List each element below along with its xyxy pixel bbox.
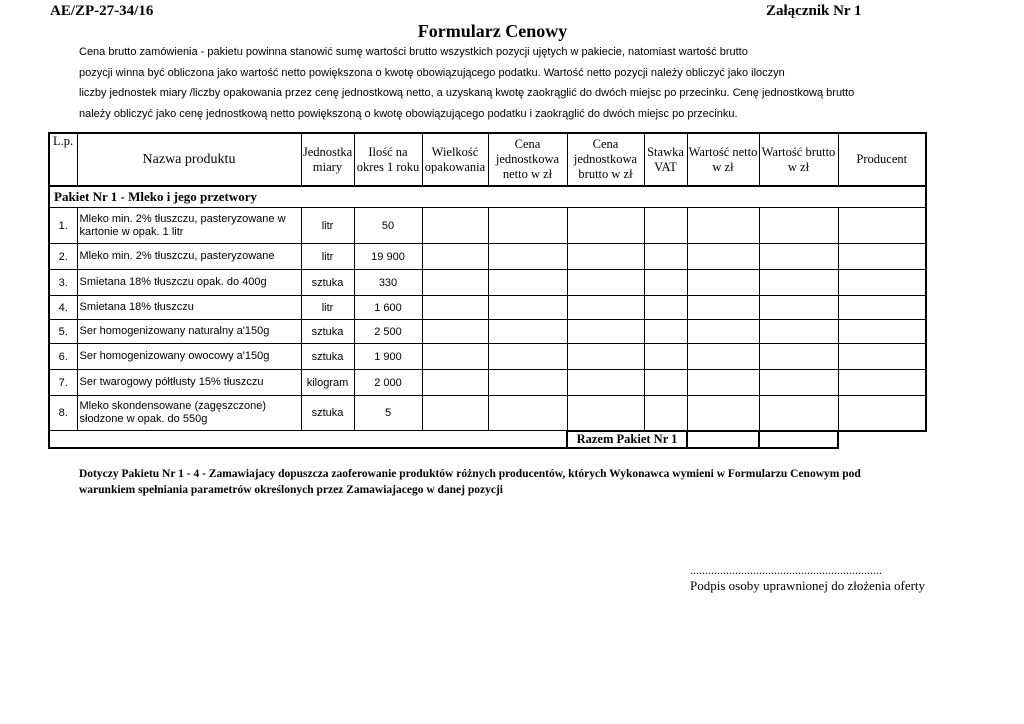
row-producer[interactable] bbox=[838, 270, 926, 296]
row-package-size[interactable] bbox=[422, 208, 488, 244]
signature-line: ................................................................ bbox=[690, 563, 882, 577]
row-unit: litr bbox=[301, 296, 354, 320]
row-quantity: 1 600 bbox=[354, 296, 422, 320]
signature-label: Podpis osoby uprawnionej do złożenia oferty bbox=[690, 578, 926, 593]
table-row bbox=[49, 208, 926, 244]
row-net-unit-price[interactable] bbox=[488, 396, 567, 431]
row-product-name: Mleko min. 2% tłuszczu, pasteryzowane w kartonie w opak. 1 litr bbox=[77, 208, 301, 244]
row-package-size[interactable] bbox=[422, 396, 488, 431]
row-vat-rate[interactable] bbox=[644, 296, 687, 320]
intro-line-4: należy obliczyć jako cenę jednostkową netto powiększoną o kwotę obowiązującego podatku i zaokrąglić do dwóch miejsc po przecinku. bbox=[79, 108, 738, 120]
header-package-size: Wielkość opakowania bbox=[422, 133, 488, 186]
row-package-size[interactable] bbox=[422, 296, 488, 320]
row-unit: sztuka bbox=[301, 344, 354, 370]
package-note: Dotyczy Pakietu Nr 1 - 4 - Zamawiajacy dopuszcza zaoferowanie produktów różnych producentów, których Wykonawca wymieni w Formularzu Cenowym pod warunkiem spełniania parametrów określonych przez Zamawiajacego w danej pozycji bbox=[79, 468, 861, 496]
row-package-size[interactable] bbox=[422, 320, 488, 344]
row-lp: 6. bbox=[49, 344, 77, 370]
row-net-unit-price[interactable] bbox=[488, 370, 567, 396]
row-lp: 5. bbox=[49, 320, 77, 344]
row-vat-rate[interactable] bbox=[644, 270, 687, 296]
annex-label: Załącznik Nr 1 bbox=[766, 3, 862, 19]
row-gross-unit-price[interactable] bbox=[567, 208, 644, 244]
header-gross-value: Wartość brutto w zł bbox=[759, 133, 838, 186]
row-lp: 8. bbox=[49, 396, 77, 431]
row-producer[interactable] bbox=[838, 208, 926, 244]
row-gross-value[interactable] bbox=[759, 320, 838, 344]
row-gross-unit-price[interactable] bbox=[567, 320, 644, 344]
intro-line-2: pozycji winna być obliczona jako wartość netto powiększona o kwotę obowiązującego podatku. Wartość netto pozycji należy obliczyć jako iloczyn bbox=[79, 67, 785, 79]
row-gross-unit-price[interactable] bbox=[567, 244, 644, 270]
row-unit: sztuka bbox=[301, 320, 354, 344]
row-net-unit-price[interactable] bbox=[488, 244, 567, 270]
row-gross-unit-price[interactable] bbox=[567, 396, 644, 431]
row-gross-value[interactable] bbox=[759, 370, 838, 396]
row-quantity: 330 bbox=[354, 270, 422, 296]
row-package-size[interactable] bbox=[422, 270, 488, 296]
row-net-unit-price[interactable] bbox=[488, 296, 567, 320]
row-producer[interactable] bbox=[838, 320, 926, 344]
row-gross-value[interactable] bbox=[759, 244, 838, 270]
total-net-value[interactable] bbox=[687, 431, 759, 448]
price-table bbox=[48, 132, 927, 449]
row-product-name: Smietana 18% tłuszczu opak. do 400g bbox=[77, 270, 301, 296]
row-package-size[interactable] bbox=[422, 344, 488, 370]
total-row bbox=[49, 431, 926, 448]
table-row bbox=[49, 296, 926, 320]
row-net-value[interactable] bbox=[687, 370, 759, 396]
row-net-unit-price[interactable] bbox=[488, 320, 567, 344]
row-net-unit-price[interactable] bbox=[488, 208, 567, 244]
row-quantity: 50 bbox=[354, 208, 422, 244]
row-lp: 1. bbox=[49, 208, 77, 244]
row-product-name: Ser homogenizowany naturalny a'150g bbox=[77, 320, 301, 344]
row-quantity: 1 900 bbox=[354, 344, 422, 370]
row-net-value[interactable] bbox=[687, 244, 759, 270]
table-row bbox=[49, 396, 926, 431]
row-unit: sztuka bbox=[301, 396, 354, 431]
table-row bbox=[49, 270, 926, 296]
row-net-value[interactable] bbox=[687, 296, 759, 320]
package-title: Pakiet Nr 1 - Mleko i jego przetwory bbox=[49, 186, 926, 208]
row-gross-value[interactable] bbox=[759, 270, 838, 296]
table-row bbox=[49, 344, 926, 370]
row-gross-value[interactable] bbox=[759, 208, 838, 244]
row-net-unit-price[interactable] bbox=[488, 344, 567, 370]
page-title: Formularz Cenowy bbox=[417, 21, 568, 41]
row-producer[interactable] bbox=[838, 370, 926, 396]
row-vat-rate[interactable] bbox=[644, 244, 687, 270]
total-gross-value[interactable] bbox=[759, 431, 838, 448]
row-gross-value[interactable] bbox=[759, 396, 838, 431]
row-producer[interactable] bbox=[838, 396, 926, 431]
row-gross-value[interactable] bbox=[759, 296, 838, 320]
row-net-value[interactable] bbox=[687, 344, 759, 370]
row-product-name: Mleko skondensowane (zagęszczone) słodzone w opak. do 550g bbox=[77, 396, 301, 431]
row-gross-unit-price[interactable] bbox=[567, 344, 644, 370]
total-spacer bbox=[49, 431, 567, 448]
row-product-name: Ser twarogowy półtłusty 15% tłuszczu bbox=[77, 370, 301, 396]
row-vat-rate[interactable] bbox=[644, 370, 687, 396]
header-lp: L.p. bbox=[49, 133, 77, 186]
row-vat-rate[interactable] bbox=[644, 320, 687, 344]
row-vat-rate[interactable] bbox=[644, 208, 687, 244]
row-lp: 2. bbox=[49, 244, 77, 270]
row-vat-rate[interactable] bbox=[644, 396, 687, 431]
row-net-unit-price[interactable] bbox=[488, 270, 567, 296]
row-quantity: 5 bbox=[354, 396, 422, 431]
header-quantity: Ilość na okres 1 roku bbox=[354, 133, 422, 186]
row-product-name: Ser homogenizowany owocowy a'150g bbox=[77, 344, 301, 370]
header-vat-rate: Stawka VAT bbox=[644, 133, 687, 186]
row-producer[interactable] bbox=[838, 244, 926, 270]
row-net-value[interactable] bbox=[687, 396, 759, 431]
header-unit: Jednostka miary bbox=[301, 133, 354, 186]
document-reference: AE/ZP-27-34/16 bbox=[50, 3, 154, 19]
header-producer: Producent bbox=[838, 133, 926, 186]
row-unit: kilogram bbox=[301, 370, 354, 396]
row-producer[interactable] bbox=[838, 344, 926, 370]
table-row bbox=[49, 370, 926, 396]
row-package-size[interactable] bbox=[422, 244, 488, 270]
row-lp: 3. bbox=[49, 270, 77, 296]
header-gross-unit-price: Cena jednostkowa brutto w zł bbox=[567, 133, 644, 186]
total-empty bbox=[838, 431, 926, 448]
row-quantity: 2 500 bbox=[354, 320, 422, 344]
row-gross-value[interactable] bbox=[759, 344, 838, 370]
row-package-size[interactable] bbox=[422, 370, 488, 396]
row-product-name: Smietana 18% tłuszczu bbox=[77, 296, 301, 320]
table-row bbox=[49, 244, 926, 270]
row-unit: litr bbox=[301, 208, 354, 244]
row-vat-rate[interactable] bbox=[644, 344, 687, 370]
row-gross-unit-price[interactable] bbox=[567, 370, 644, 396]
row-unit: sztuka bbox=[301, 270, 354, 296]
intro-line-1: Cena brutto zamówienia - pakietu powinna stanowić sumę wartości brutto wszystkich pozycji ujętych w pakiecie, natomiast wartość brutto bbox=[79, 46, 748, 58]
row-quantity: 19 900 bbox=[354, 244, 422, 270]
header-product-name: Nazwa produktu bbox=[77, 133, 301, 186]
intro-line-3: liczby jednostek miary /liczby opakowania przez cenę jednostkową netto, a uzyskaną kwotę zaokrąglić do dwóch miejsc po przecinku. Cenę jednostkową brutto bbox=[79, 87, 855, 99]
row-gross-unit-price[interactable] bbox=[567, 296, 644, 320]
row-producer[interactable] bbox=[838, 296, 926, 320]
row-lp: 4. bbox=[49, 296, 77, 320]
header-net-unit-price: Cena jednostkowa netto w zł bbox=[488, 133, 567, 186]
header-net-value: Wartość netto w zł bbox=[687, 133, 759, 186]
row-product-name: Mleko min. 2% tłuszczu, pasteryzowane bbox=[77, 244, 301, 270]
table-row bbox=[49, 320, 926, 344]
row-unit: litr bbox=[301, 244, 354, 270]
row-net-value[interactable] bbox=[687, 270, 759, 296]
row-net-value[interactable] bbox=[687, 320, 759, 344]
row-gross-unit-price[interactable] bbox=[567, 270, 644, 296]
row-net-value[interactable] bbox=[687, 208, 759, 244]
row-lp: 7. bbox=[49, 370, 77, 396]
total-label: Razem Pakiet Nr 1 bbox=[567, 431, 687, 448]
row-quantity: 2 000 bbox=[354, 370, 422, 396]
